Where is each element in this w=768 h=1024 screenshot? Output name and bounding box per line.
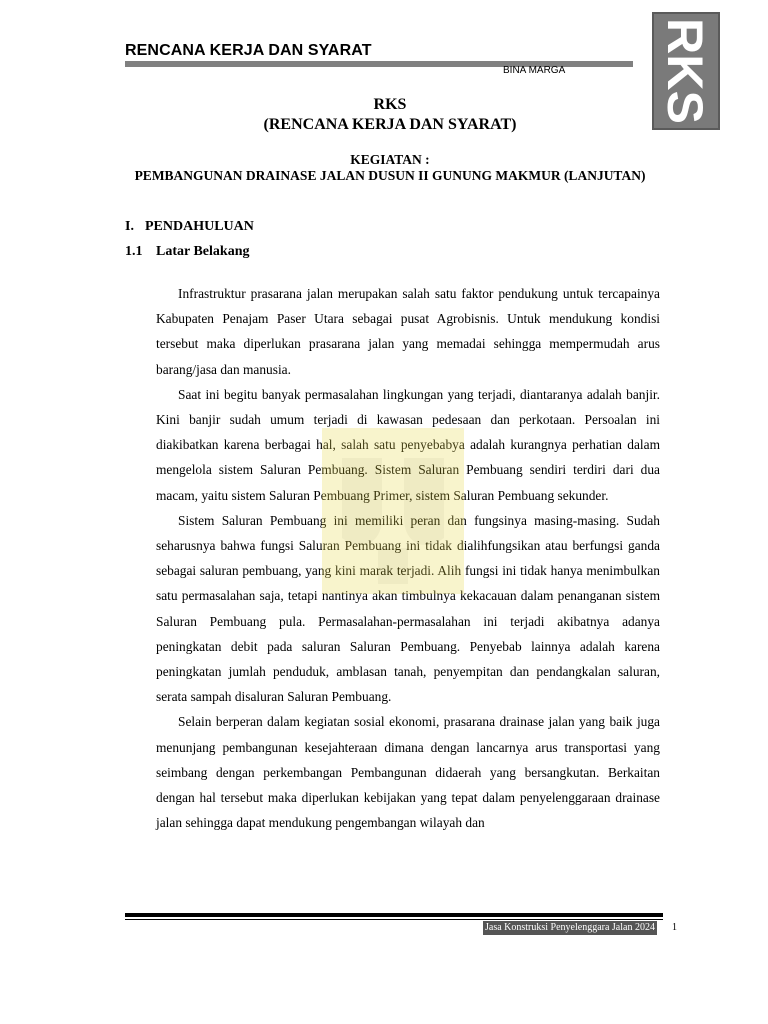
footer-line-thin bbox=[125, 919, 663, 920]
header-subtitle: BINA MARGA bbox=[503, 65, 566, 76]
subsection-number: 1.1 bbox=[125, 244, 143, 259]
subsection-title: Latar Belakang bbox=[156, 244, 250, 259]
paragraph: Infrastruktur prasarana jalan merupakan salah satu faktor pendukung untuk tercapainya Kabupaten Penajam Paser Utara sebagai pusat Agrobisnis. Untuk mendukung kondisi tersebut maka diperlukan prasarana jalan yang memadai sehingga mempermudah arus barang/jasa dan manusia. bbox=[156, 286, 660, 377]
doc-title-line2: (RENCANA KERJA DAN SYARAT) bbox=[263, 116, 517, 133]
footer-label: Jasa Konstruksi Penyelenggara Jalan 2024 bbox=[485, 922, 655, 933]
doc-title-line1: RKS bbox=[373, 96, 407, 113]
rks-badge-text: RKS bbox=[657, 18, 713, 124]
rks-badge bbox=[652, 12, 720, 130]
paragraph: Selain berperan dalam kegiatan sosial ekonomi, prasarana drainase jalan yang baik juga menunjang pembangunan kesejahteraan dimana dengan lancarnya arus transportasi yang seimbang dengan perkembangan Pembangunan didaerah yang bersangkutan. Berkaitan dengan hal tersebut maka diperlukan kebijakan yang tepat dalam penyelenggaraan drainase jalan sehingga dapat mendukung pengembangan wilayah dan bbox=[156, 714, 660, 831]
page-number: 1 bbox=[672, 922, 677, 933]
header-title: RENCANA KERJA DAN SYARAT bbox=[125, 42, 372, 59]
activity-name: PEMBANGUNAN DRAINASE JALAN DUSUN II GUNUNG MAKMUR (LANJUTAN) bbox=[134, 168, 646, 183]
activity-label: KEGIATAN : bbox=[350, 152, 430, 167]
section-number: I. bbox=[125, 219, 134, 234]
footer-line-thick bbox=[125, 913, 663, 917]
section-title: PENDAHULUAN bbox=[145, 219, 254, 234]
body-text bbox=[156, 281, 660, 835]
paragraph: Sistem Saluran Pembuang ini memiliki peran dan fungsinya masing-masing. Sudah seharusnya bahwa fungsi Saluran Pembuang ini tidak dialihfungsikan atau berfungsi ganda sebagai saluran pembuang, yang kini marak terjadi. Alih fungsi ini tidak hanya menimbulkan satu permasalahan saja, tetapi nantinya akan timbulnya kekacauan dalam penanganan sistem Saluran Pembuang pula. Permasalahan-permasalahan ini terjadi akibatnya adanya peningkatan debit pada saluran Saluran Pembuang. Penyebab lainnya adalah karena peningkatan jumlah penduduk, amblasan tanah, penyempitan dan pendangkalan saluran, serata sampah disaluran Saluran Pembuang. bbox=[156, 512, 660, 705]
paragraph: Saat ini begitu banyak permasalahan lingkungan yang terjadi, diantaranya adalah banjir. Kini banjir sudah umum terjadi di kawasan pedesaan dan perkotaan. Persoalan ini diakibatkan karena berbagai hal, salah satu penyebabya adalah kurangnya perhatian dalam mengelola sistem Saluran Pembuang. Sistem Saluran Pembuang sendiri terdiri dari dua macam, yaitu sistem Saluran Pembuang Primer, sistem Saluran Pembuang sekunder. bbox=[156, 386, 660, 503]
